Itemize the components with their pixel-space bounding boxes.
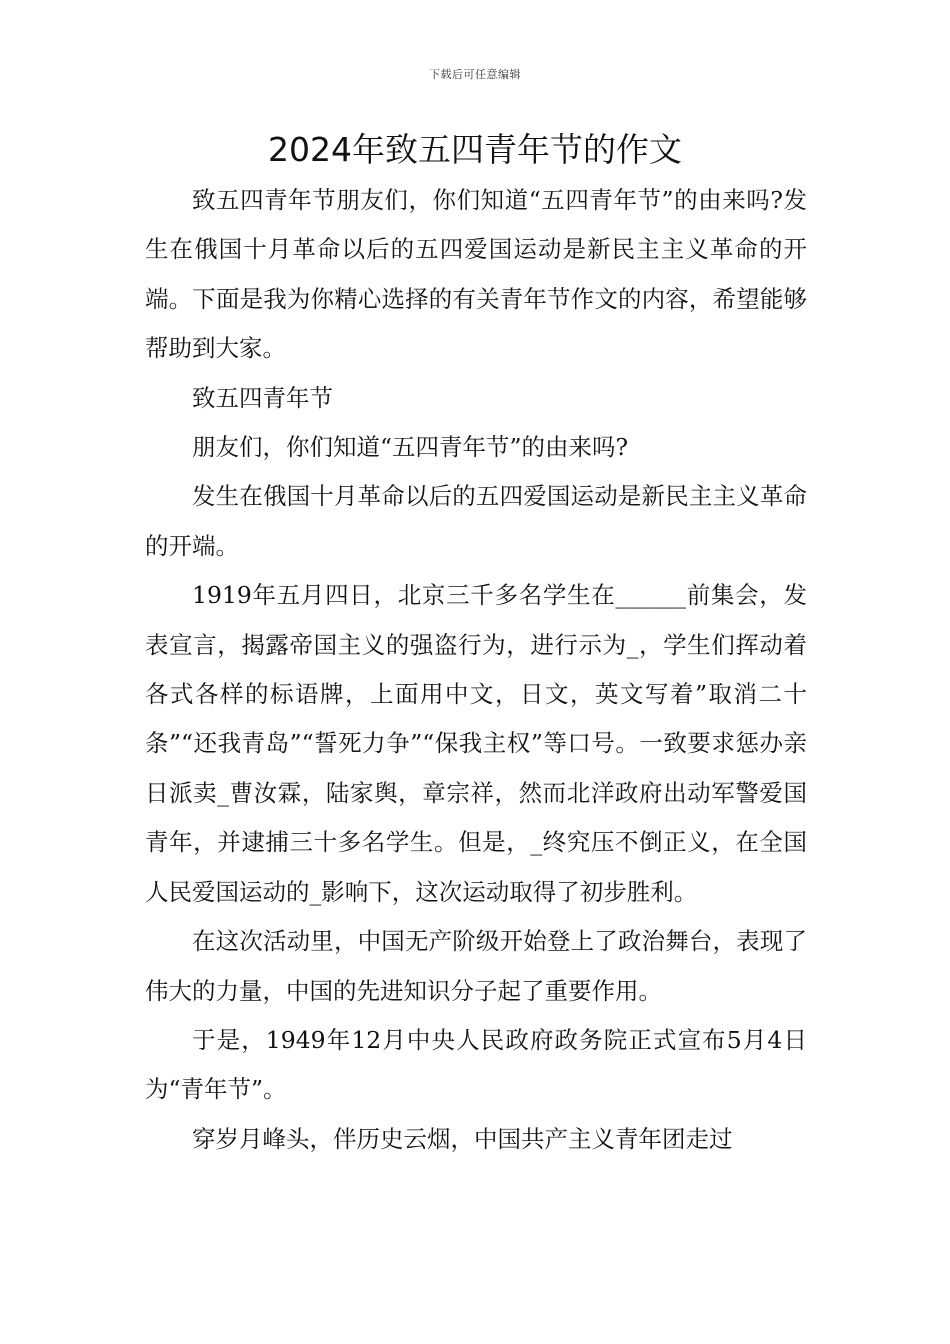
paragraph: 穿岁月峰头，伴历史云烟，中国共产主义青年团走过 (192, 1124, 733, 1153)
header-note: 下载后可任意编辑 (429, 68, 521, 81)
paragraph: 在这次活动里，中国无产阶级开始登上了政治舞台，表现了伟大的力量，中国的先进知识分子起了重要作用。 (145, 927, 807, 1005)
paragraph: 朋友们，你们知道“五四青年节”的由来吗? (192, 433, 629, 462)
paragraph: 1919年五月四日，北京三千多名学生在______前集会，发表宣言，揭露帝国主义的强盗行为，进行示为_，学生们挥动着各式各样的标语牌，上面用中文，日文，英文写着”取消二十条”“还我青岛”“誓死力争”“保我主权”等口号。一致要求惩办亲日派卖_曹汝霖，陆家舆，章宗祥，然而北洋政府出动军警爱国青年，并逮捕三十多名学生。但是，_终究压不倒正义，在全国人民爱国运动的_影响下，这次运动取得了初步胜利。 (145, 581, 807, 906)
paragraph-heading: 致五四青年节 (192, 383, 333, 412)
paragraph: 致五四青年节朋友们，你们知道“五四青年节”的由来吗?发生在俄国十月革命以后的五四爱国运动是新民主主义革命的开端。下面是我为你精心选择的有关青年节作文的内容，希望能够帮助到大家。 (145, 186, 807, 363)
paragraph: 于是，1949年12月中央人民政府政务院正式宣布5月4日为“青年节”。 (145, 1025, 807, 1104)
paragraph: 发生在俄国十月革命以后的五四爱国运动是新民主主义革命的开端。 (145, 482, 807, 560)
document-title: 2024年致五四青年节的作文 (268, 130, 682, 169)
document-body (145, 176, 807, 1164)
